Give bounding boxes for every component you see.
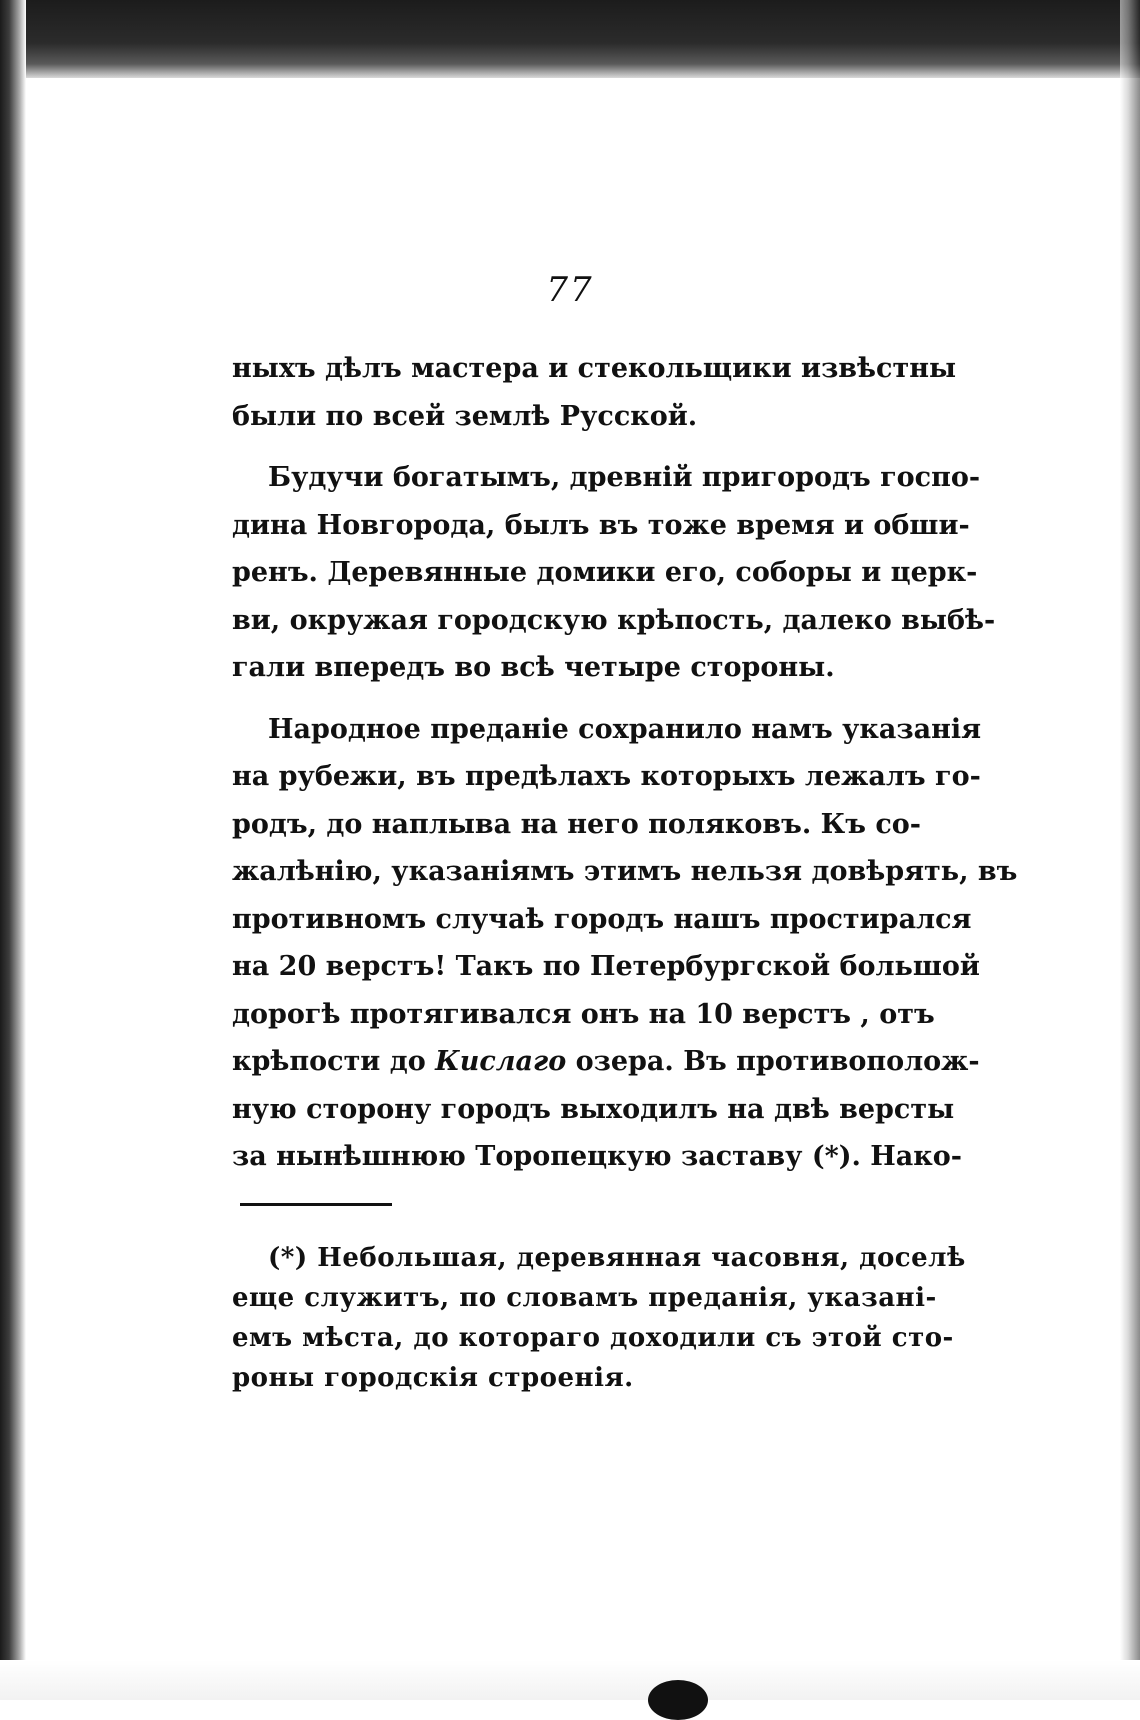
text-line: за нынѣшнюю Торопецкую заставу (*). Нако- bbox=[232, 1141, 963, 1172]
page-number: 77 bbox=[546, 270, 594, 310]
text-line: на рубежи, въ предѣлахъ которыхъ лежалъ го- bbox=[232, 761, 981, 792]
text-line-content: (*) Небольшая, деревянная часовня, доселѣ bbox=[268, 1243, 966, 1273]
main-text bbox=[232, 345, 1018, 1181]
text-line: на 20 верстъ! Такъ по Петербургской большой bbox=[232, 951, 980, 982]
scan-left-edge bbox=[0, 0, 26, 1700]
italic-place-name: Кислаго bbox=[435, 1046, 567, 1077]
footnote-line bbox=[232, 1238, 966, 1278]
text-line bbox=[232, 706, 982, 754]
footnote-line: емъ мѣста, до котораго доходили съ этой сто- bbox=[232, 1323, 954, 1353]
text-line: ныхъ дѣлъ мастера и стекольщики извѣстны bbox=[232, 353, 957, 384]
text-line: дина Новгорода, былъ въ тоже время и обши- bbox=[232, 509, 970, 541]
text-fragment: крѣпости до bbox=[232, 1046, 436, 1077]
scan-bottom-edge bbox=[0, 1660, 1140, 1700]
text-line: гали впередъ во всѣ четыре стороны. bbox=[232, 652, 835, 683]
text-line: ренъ. Деревянные домики его, соборы и церк- bbox=[232, 557, 978, 588]
ink-blot bbox=[648, 1680, 708, 1720]
text-fragment: озера. Въ противополож- bbox=[566, 1046, 980, 1077]
scan-right-edge bbox=[1120, 0, 1140, 1700]
text-line: противномъ случаѣ городъ нашъ простирался bbox=[232, 903, 972, 935]
text-line: жалѣнію, указаніямъ этимъ нельзя довѣрять, въ bbox=[232, 856, 1018, 887]
scan-top-edge bbox=[0, 0, 1140, 78]
text-line: были по всей землѣ Русской. bbox=[232, 400, 698, 432]
footnote bbox=[232, 1238, 966, 1398]
text-line: родъ, до наплыва на него поляковъ. Къ со- bbox=[232, 808, 921, 840]
text-line bbox=[232, 454, 981, 502]
text-line-content: Народное преданіе сохранило намъ указанія bbox=[268, 713, 982, 745]
paragraph-gap bbox=[232, 692, 888, 706]
text-line bbox=[232, 1038, 980, 1086]
footnote-line: роны городскія строенія. bbox=[232, 1363, 634, 1393]
text-line: ную сторону городъ выходилъ на двѣ версты bbox=[232, 1093, 955, 1125]
text-line: ви, окружая городскую крѣпость, далеко выбѣ- bbox=[232, 604, 996, 636]
text-line-content: Будучи богатымъ, древній пригородъ госпо- bbox=[268, 462, 981, 493]
footnote-line: еще служитъ, по словамъ преданія, указані- bbox=[232, 1283, 937, 1313]
footnote-separator bbox=[240, 1203, 392, 1206]
paragraph-gap bbox=[232, 440, 888, 454]
text-line: дорогѣ протягивался онъ на 10 верстъ , отъ bbox=[232, 998, 935, 1030]
